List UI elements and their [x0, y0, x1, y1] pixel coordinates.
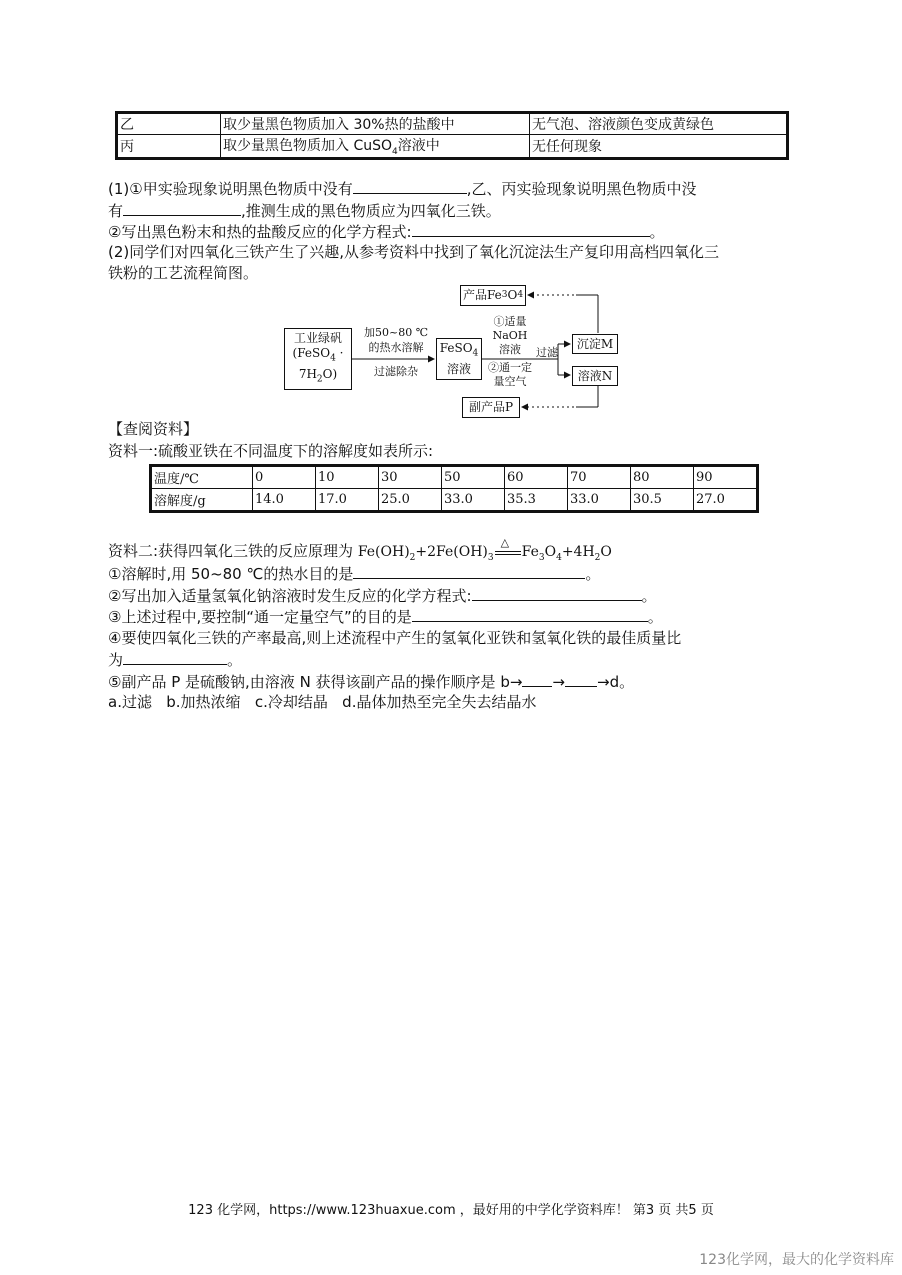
- reference-heading: 【查阅资料】: [108, 420, 199, 438]
- condition-label: 量空气: [493, 375, 527, 388]
- header-cell: 温度/℃: [151, 466, 253, 489]
- table-row: [151, 489, 758, 512]
- step1-label-top: 加50~80 ℃: [363, 326, 428, 339]
- temp-cell: 0: [253, 466, 316, 489]
- solubility-cell: 33.0: [568, 489, 631, 512]
- watermark: 123化学网，最大的化学资料库: [699, 1252, 894, 1268]
- subquestion-1: ①溶解时,用 50~80 ℃的热水目的是 。: [108, 565, 601, 583]
- solubility-cell: 25.0: [379, 489, 442, 512]
- q1-line3: ②写出黑色粉末和热的盐酸反应的化学方程式: 。: [108, 223, 665, 241]
- q1-line2: 有 ,推测生成的黑色物质应为四氧化三铁。: [108, 202, 501, 220]
- solubility-table: [149, 464, 759, 513]
- byproduct-box: 副产品P: [462, 397, 520, 418]
- subquestion-5-options: a.过滤 b.加热浓缩 c.冷却结晶 d.晶体加热至完全失去结晶水: [108, 693, 537, 711]
- reaction-condition: △: [494, 545, 522, 559]
- group-cell: 乙: [117, 113, 221, 135]
- result-cell: 无任何现象: [530, 135, 788, 159]
- experiment-table: [115, 111, 789, 160]
- answer-blank[interactable]: [412, 221, 650, 237]
- temp-cell: 30: [379, 466, 442, 489]
- answer-blank[interactable]: [522, 671, 552, 687]
- temp-cell: 70: [568, 466, 631, 489]
- table-row: [117, 113, 788, 135]
- solution-n-box: 溶液N: [572, 366, 618, 386]
- page-footer: 123 化学网，https://www.123huaxue.com ，最好用的中学化学资料库！ 第3 页 共5 页: [188, 1203, 714, 1218]
- product-box: 产品Fe 3 O 4: [460, 285, 526, 306]
- temp-cell: 80: [631, 466, 694, 489]
- step1-label-mid: 的热水溶解: [368, 341, 424, 354]
- answer-blank[interactable]: [412, 606, 648, 622]
- condition-label: ②通一定: [488, 361, 532, 374]
- solubility-cell: 33.0: [442, 489, 505, 512]
- temp-cell: 10: [316, 466, 379, 489]
- solubility-cell: 30.5: [631, 489, 694, 512]
- header-cell: 溶解度/g: [151, 489, 253, 512]
- table-row: [151, 466, 758, 489]
- answer-blank[interactable]: [472, 585, 642, 601]
- subquestion-5: ⑤副产品 P 是硫酸钠,由溶液 N 获得该副产品的操作顺序是 b→ → →d。: [108, 673, 635, 691]
- reference-2-text: 资料二:获得四氧化三铁的反应原理为 $Fe(OH)_2+2Fe(OH)_3$ △ $Fe_3O_4+4H_2O$: [108, 536, 612, 563]
- answer-blank[interactable]: [565, 671, 597, 687]
- temp-cell: 90: [694, 466, 758, 489]
- solubility-cell: 35.3: [505, 489, 568, 512]
- solubility-cell: 27.0: [694, 489, 758, 512]
- answer-blank[interactable]: [123, 200, 241, 216]
- raw-material-box: 工业绿矾 (FeSO$_4$ · $7H_2O$): [284, 328, 352, 390]
- temp-cell: 60: [505, 466, 568, 489]
- subquestion-3: ③上述过程中,要控制“通一定量空气”的目的是 。: [108, 608, 663, 626]
- group-cell: 丙: [117, 135, 221, 159]
- temp-cell: 50: [442, 466, 505, 489]
- subquestion-4-line2: 为 。: [108, 651, 243, 669]
- feso4-solution-box: FeSO$_4$ 溶液: [436, 338, 482, 380]
- q2-line1: (2)同学们对四氧化三铁产生了兴趣,从参考资料中找到了氧化沉淀法生产复印用高档四氧化三: [108, 243, 720, 261]
- operation-cell: 取少量黑色物质加入 CuSO$_4$溶液中: [221, 135, 530, 159]
- reference-1-text: 资料一:硫酸亚铁在不同温度下的溶解度如表所示:: [108, 442, 434, 460]
- condition-label: 溶液: [499, 343, 521, 356]
- solubility-cell: 17.0: [316, 489, 379, 512]
- table-row: [117, 135, 788, 159]
- condition-label: NaOH: [492, 329, 528, 342]
- q1-line1: (1)①甲实验现象说明黑色物质中没有 ,乙、丙实验现象说明黑色物质中没: [108, 180, 697, 198]
- condition-label: ①适量: [493, 315, 527, 328]
- subquestion-4-line1: ④要使四氧化三铁的产率最高,则上述流程中产生的氢氧化亚铁和氢氧化铁的最佳质量比: [108, 629, 682, 647]
- operation-cell: 取少量黑色物质加入 30%热的盐酸中: [221, 113, 530, 135]
- filter-label: 过滤: [536, 346, 558, 359]
- precipitate-m-box: 沉淀M: [572, 334, 618, 354]
- answer-blank[interactable]: [353, 563, 585, 579]
- step1-label-bottom: 过滤除杂: [374, 365, 418, 378]
- answer-blank[interactable]: [353, 178, 467, 194]
- result-cell: 无气泡、溶液颜色变成黄绿色: [530, 113, 788, 135]
- solubility-cell: 14.0: [253, 489, 316, 512]
- subquestion-2: ②写出加入适量氢氧化钠溶液时发生反应的化学方程式: 。: [108, 587, 657, 605]
- answer-blank[interactable]: [123, 649, 227, 665]
- q2-line2: 铁粉的工艺流程简图。: [108, 264, 259, 282]
